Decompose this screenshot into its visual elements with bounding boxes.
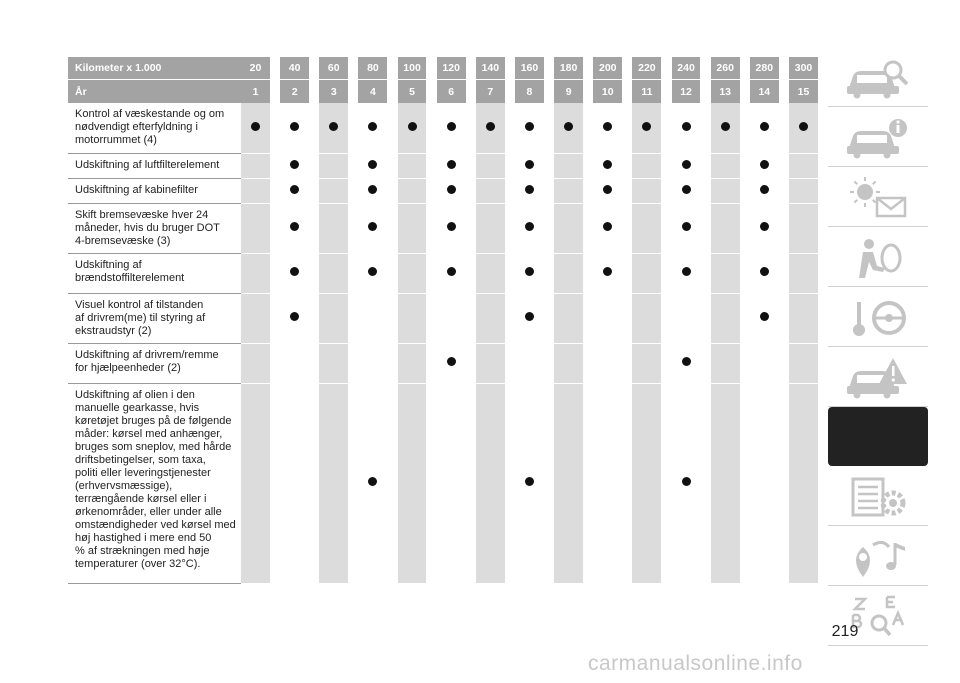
service-item-label: Udskiftning af kabinefilter — [75, 183, 198, 196]
schedule-cell — [280, 153, 309, 178]
schedule-cell — [711, 103, 740, 153]
service-dot — [760, 122, 769, 131]
key-steering-wheel-icon — [843, 294, 913, 340]
schedule-cell — [711, 153, 740, 178]
km-value: 160 — [515, 57, 544, 80]
schedule-cell — [476, 178, 505, 203]
year-value: 1 — [241, 80, 270, 104]
service-dot — [447, 122, 456, 131]
schedule-cell — [476, 153, 505, 178]
schedule-cell — [398, 293, 427, 343]
year-label: År — [68, 80, 241, 104]
schedule-cell — [672, 253, 701, 293]
schedule-cell — [672, 103, 701, 153]
schedule-cell — [711, 383, 740, 583]
schedule-cell — [437, 103, 466, 153]
year-value: 5 — [398, 80, 427, 104]
service-dot — [525, 312, 534, 321]
schedule-cell — [750, 178, 779, 203]
service-dot — [447, 357, 456, 366]
schedule-cell — [750, 343, 779, 383]
km-label: Kilometer x 1.000 — [68, 57, 241, 80]
year-value: 9 — [554, 80, 583, 104]
schedule-cell — [280, 178, 309, 203]
km-value: 200 — [593, 57, 622, 80]
schedule-cell — [241, 178, 270, 203]
schedule-cell — [711, 293, 740, 343]
schedule-cell — [515, 178, 544, 203]
schedule-cell — [398, 383, 427, 583]
schedule-cell — [358, 383, 387, 583]
service-dot — [290, 122, 299, 131]
car-crash-warning-icon — [843, 354, 913, 400]
year-header-row — [68, 80, 818, 104]
schedule-cell — [241, 343, 270, 383]
service-dot — [447, 267, 456, 276]
schedule-cell — [750, 203, 779, 253]
service-dot — [760, 185, 769, 194]
year-value: 7 — [476, 80, 505, 104]
schedule-cell — [319, 103, 348, 153]
schedule-cell — [593, 293, 622, 343]
year-value: 13 — [711, 80, 740, 104]
service-dot — [603, 185, 612, 194]
service-dot — [642, 122, 651, 131]
service-dot — [525, 477, 534, 486]
schedule-cell — [593, 103, 622, 153]
year-value: 8 — [515, 80, 544, 104]
schedule-cell — [398, 253, 427, 293]
service-dot — [447, 160, 456, 169]
media-navigation-icon — [843, 533, 913, 579]
schedule-cell — [319, 178, 348, 203]
schedule-cell — [711, 343, 740, 383]
schedule-cell — [398, 343, 427, 383]
schedule-cell — [319, 253, 348, 293]
service-dot — [525, 122, 534, 131]
service-dot — [564, 122, 573, 131]
year-value: 4 — [358, 80, 387, 104]
year-value: 14 — [750, 80, 779, 104]
service-dot — [290, 267, 299, 276]
chapter-sidebar — [828, 47, 928, 646]
service-dot — [525, 160, 534, 169]
service-dot — [251, 122, 260, 131]
schedule-cell — [398, 178, 427, 203]
service-dot — [368, 160, 377, 169]
service-dot — [408, 122, 417, 131]
chapter-tab[interactable] — [828, 347, 928, 407]
schedule-cell — [241, 253, 270, 293]
schedule-cell — [632, 383, 661, 583]
schedule-cell — [554, 293, 583, 343]
schedule-cell — [241, 383, 270, 583]
schedule-cell — [515, 253, 544, 293]
service-dot — [329, 122, 338, 131]
year-value: 12 — [672, 80, 701, 104]
service-dot — [682, 267, 691, 276]
schedule-cell — [319, 383, 348, 583]
service-dot — [603, 122, 612, 131]
schedule-cell — [593, 343, 622, 383]
year-value: 6 — [437, 80, 466, 104]
service-dot — [368, 122, 377, 131]
service-dot — [760, 160, 769, 169]
schedule-cell — [593, 253, 622, 293]
schedule-cell — [398, 203, 427, 253]
chapter-tab[interactable] — [828, 107, 928, 167]
year-value: 10 — [593, 80, 622, 104]
service-dot — [799, 122, 808, 131]
schedule-cell — [476, 293, 505, 343]
service-item-label: Udskiftning af brændstoffilterelement — [75, 258, 185, 284]
schedule-cell — [750, 293, 779, 343]
schedule-cell — [789, 253, 818, 293]
schedule-cell — [554, 153, 583, 178]
service-dot — [447, 222, 456, 231]
schedule-cell — [358, 103, 387, 153]
chapter-tab[interactable] — [828, 407, 928, 466]
km-value: 300 — [789, 57, 818, 80]
schedule-cell — [672, 293, 701, 343]
service-dot — [290, 185, 299, 194]
service-dot — [290, 312, 299, 321]
service-gear-list-icon — [843, 473, 913, 519]
schedule-cell — [789, 153, 818, 178]
schedule-cell — [241, 203, 270, 253]
year-value: 15 — [789, 80, 818, 104]
schedule-cell — [632, 203, 661, 253]
chapter-tab[interactable] — [828, 47, 928, 107]
chapter-tab[interactable] — [828, 167, 928, 227]
airbag-person-icon — [843, 234, 913, 280]
schedule-row — [68, 343, 818, 383]
service-dot — [603, 160, 612, 169]
chapter-tab[interactable] — [828, 466, 928, 526]
schedule-cell — [358, 293, 387, 343]
km-value: 260 — [711, 57, 740, 80]
schedule-cell — [241, 153, 270, 178]
service-dot — [603, 222, 612, 231]
service-dot — [290, 160, 299, 169]
schedule-cell — [632, 178, 661, 203]
chapter-tab[interactable] — [828, 227, 928, 287]
schedule-cell — [437, 153, 466, 178]
car-search-icon — [843, 54, 913, 100]
schedule-cell — [593, 383, 622, 583]
service-dot — [368, 185, 377, 194]
schedule-cell — [554, 178, 583, 203]
schedule-cell — [789, 103, 818, 153]
schedule-cell — [515, 343, 544, 383]
schedule-cell — [280, 383, 309, 583]
car-info-icon — [843, 114, 913, 160]
schedule-cell — [437, 293, 466, 343]
schedule-cell — [358, 178, 387, 203]
chapter-tab[interactable] — [828, 526, 928, 586]
service-dot — [760, 312, 769, 321]
schedule-cell — [554, 383, 583, 583]
year-value: 11 — [632, 80, 661, 104]
service-item-label: Udskiftning af luftfilterelement — [75, 158, 220, 171]
service-dot — [721, 122, 730, 131]
schedule-cell — [711, 178, 740, 203]
schedule-cell — [437, 178, 466, 203]
schedule-cell — [593, 203, 622, 253]
service-dot — [368, 222, 377, 231]
service-dot — [682, 357, 691, 366]
schedule-cell — [593, 178, 622, 203]
service-dot — [290, 222, 299, 231]
service-dot — [447, 185, 456, 194]
page-number: 219 — [831, 623, 859, 640]
km-value: 120 — [437, 57, 466, 80]
schedule-cell — [398, 103, 427, 153]
schedule-cell — [358, 153, 387, 178]
service-dot — [760, 222, 769, 231]
schedule-cell — [476, 103, 505, 153]
schedule-cell — [515, 203, 544, 253]
schedule-cell — [241, 103, 270, 153]
schedule-row — [68, 293, 818, 343]
schedule-cell — [319, 343, 348, 383]
schedule-cell — [476, 253, 505, 293]
schedule-cell — [750, 253, 779, 293]
schedule-cell — [476, 383, 505, 583]
schedule-cell — [476, 203, 505, 253]
schedule-cell — [280, 203, 309, 253]
schedule-cell — [319, 293, 348, 343]
service-dot — [682, 477, 691, 486]
service-dot — [525, 185, 534, 194]
km-value: 100 — [398, 57, 427, 80]
schedule-cell — [632, 153, 661, 178]
maintenance-schedule-table — [68, 57, 818, 584]
schedule-cell — [515, 103, 544, 153]
km-value: 40 — [280, 57, 309, 80]
km-value: 20 — [241, 57, 270, 80]
schedule-cell — [632, 253, 661, 293]
service-dot — [682, 222, 691, 231]
schedule-cell — [358, 343, 387, 383]
schedule-cell — [476, 343, 505, 383]
service-item-label: Visuel kontrol af tilstanden af drivrem(me) til styring af ekstraudstyr (2) — [75, 298, 206, 337]
schedule-cell — [672, 203, 701, 253]
service-dot — [603, 267, 612, 276]
service-item-label: Kontrol af væskestande og om nødvendigt efterfyldning i motorrummet (4) — [75, 108, 225, 146]
car-wrench-icon — [843, 414, 913, 460]
service-dot — [486, 122, 495, 131]
schedule-cell — [437, 253, 466, 293]
schedule-cell — [750, 383, 779, 583]
schedule-cell — [789, 178, 818, 203]
schedule-cell — [319, 203, 348, 253]
schedule-cell — [789, 203, 818, 253]
schedule-cell — [280, 103, 309, 153]
schedule-cell — [711, 253, 740, 293]
km-value: 220 — [632, 57, 661, 80]
schedule-row — [68, 103, 818, 153]
service-dot — [682, 160, 691, 169]
km-header-row — [68, 57, 818, 80]
year-value: 3 — [319, 80, 348, 104]
service-dot — [760, 267, 769, 276]
schedule-cell — [632, 293, 661, 343]
schedule-cell — [593, 153, 622, 178]
schedule-cell — [515, 153, 544, 178]
schedule-cell — [280, 343, 309, 383]
km-value: 280 — [750, 57, 779, 80]
schedule-cell — [437, 383, 466, 583]
service-item-label: Udskiftning af olien i den manuelle gearkasse, hvis køretøjet bruges på de følgende måder: kørsel med anhænger, bruges som sneplov, med hårde driftsbetingelser, som taxa, politi eller leveringstjenester (erhvervsmæssige), terrængående kørsel eller i ørkenområder, eller under alle omstændigheder ved kørsel med høj hastighed i mere end 50 % af strækningen med høje temperaturer (over 32°C). — [75, 388, 236, 570]
km-value: 140 — [476, 57, 505, 80]
schedule-row — [68, 178, 818, 203]
schedule-cell — [554, 343, 583, 383]
schedule-cell — [750, 153, 779, 178]
schedule-cell — [632, 343, 661, 383]
schedule-cell — [515, 383, 544, 583]
warning-light-mail-icon — [843, 174, 913, 220]
schedule-cell — [358, 253, 387, 293]
service-dot — [368, 267, 377, 276]
km-value: 180 — [554, 57, 583, 80]
schedule-cell — [437, 203, 466, 253]
service-dot — [368, 477, 377, 486]
schedule-cell — [789, 383, 818, 583]
km-value: 60 — [319, 57, 348, 80]
schedule-cell — [711, 203, 740, 253]
service-dot — [525, 267, 534, 276]
schedule-cell — [319, 153, 348, 178]
schedule-cell — [789, 343, 818, 383]
schedule-row — [68, 383, 818, 583]
watermark: carmanualsonline.info — [588, 652, 803, 675]
schedule-cell — [672, 343, 701, 383]
service-dot — [525, 222, 534, 231]
schedule-cell — [750, 103, 779, 153]
year-value: 2 — [280, 80, 309, 104]
service-dot — [682, 122, 691, 131]
km-value: 80 — [358, 57, 387, 80]
schedule-cell — [515, 293, 544, 343]
service-item-label: Skift bremsevæske hver 24 måneder, hvis du bruger DOT 4-bremsevæske (3) — [75, 208, 220, 247]
schedule-row — [68, 253, 818, 293]
chapter-tab[interactable] — [828, 287, 928, 347]
service-item-label: Udskiftning af drivrem/remme for hjælpeenheder (2) — [75, 348, 219, 374]
schedule-cell — [554, 253, 583, 293]
schedule-cell — [554, 203, 583, 253]
schedule-cell — [398, 153, 427, 178]
service-dot — [682, 185, 691, 194]
schedule-cell — [554, 103, 583, 153]
schedule-cell — [672, 383, 701, 583]
schedule-cell — [280, 253, 309, 293]
schedule-row — [68, 203, 818, 253]
schedule-cell — [672, 153, 701, 178]
schedule-row — [68, 153, 818, 178]
schedule-cell — [437, 343, 466, 383]
km-value: 240 — [672, 57, 701, 80]
schedule-cell — [280, 293, 309, 343]
schedule-cell — [358, 203, 387, 253]
schedule-cell — [241, 293, 270, 343]
schedule-cell — [632, 103, 661, 153]
schedule-cell — [789, 293, 818, 343]
schedule-cell — [672, 178, 701, 203]
